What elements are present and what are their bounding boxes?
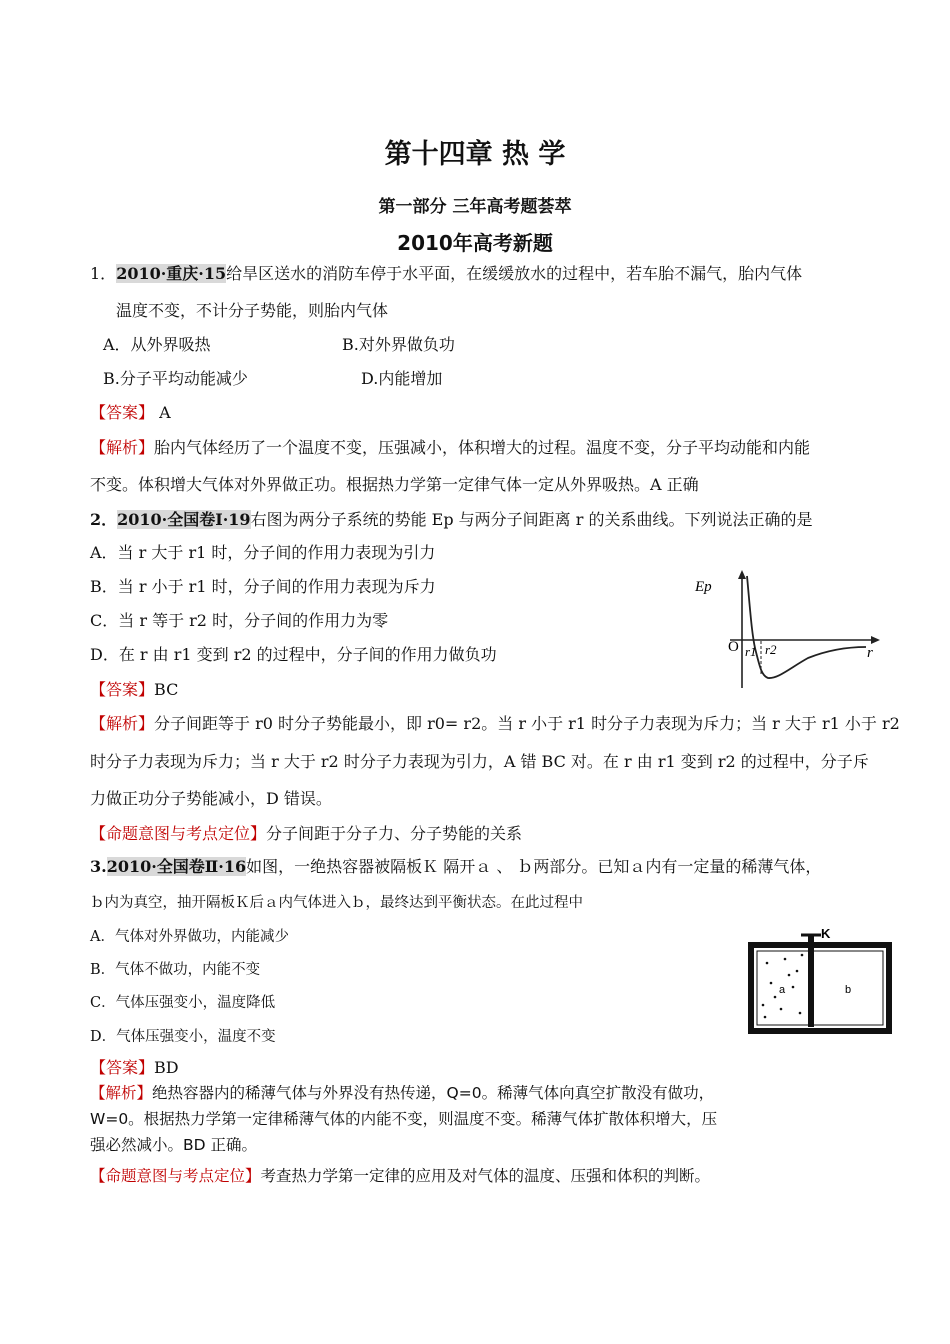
q3-analysis-line3: 强必然减小。BD 正确。 [90,1136,257,1154]
q3-option-b: B．气体不做功，内能不变 [90,962,261,978]
q2-stem-text: 右图为两分子系统的势能 Ep 与两分子间距离 r 的关系曲线。下列说法正确的是 [250,510,813,529]
q1-stem-text: 给旱区送水的消防车停于水平面，在缓缓放水的过程中，若车胎不漏气，胎内气体 [226,264,803,283]
x-axis-arrow [871,636,880,644]
chapter-title: 第十四章 热 学 [384,139,566,170]
q1-analysis-text: 胎内气体经历了一个温度不变，压强减小，体积增大的过程。温度不变，分子平均动能和内能 [154,438,811,457]
q1-option-c: B.分子平均动能减少 [103,369,248,388]
origin-label: O [728,639,739,655]
ep-label: Ep [695,579,712,595]
q2-option-c: C．当 r 等于 r2 时，分子间的作用力为零 [90,611,389,630]
q1-option-a: A．从外界吸热 [103,335,211,354]
q2-option-a: A．当 r 大于 r1 时，分子间的作用力表现为引力 [90,543,436,562]
q3-intent-text: 考查热力学第一定律的应用及对气体的温度、压强和体积的判断。 [260,1167,711,1185]
q3-source: 2010·全国卷Ⅱ·16 [106,857,247,876]
q3-stem-text: 如图，一绝热容器被隔板Ｋ 隔开ａ 、 ｂ两部分。已知ａ内有一定量的稀薄气体， [246,857,822,876]
intent-tag: 【命题意图与考点定位】 [90,824,267,843]
q3-option-d: D．气体压强变小，温度不变 [90,1029,276,1045]
q1-analysis-line2: 不变。体积增大气体对外界做正功。根据热力学第一定律气体一定从外界吸热。A 正确 [90,475,699,494]
analysis-tag: 【解析】 [90,438,155,457]
r1-label: r1 [745,644,757,659]
year-title: 2010年高考新题 [397,231,553,255]
q3-stem-line1 [90,857,821,877]
q3-answer [90,1058,179,1078]
q1-answer-value: A [159,403,171,422]
q2-analysis-line3: 力做正功分子势能减小，D 错误。 [90,789,332,808]
q2-analysis-text: 分子间距等于 r0 时分子势能最小，即 r0= r2。当 r 小于 r1 时分子力表现为斥力；当 r 大于 r1 小于 r2 [154,714,900,733]
q1-option-d: D.内能增加 [361,369,443,388]
q2-source: 2010·全国卷Ⅰ·19 [117,510,251,529]
q2-intent-text: 分子间距于分子力、分子势能的关系 [266,824,523,843]
part-title: 第一部分 三年高考题荟萃 [378,197,572,217]
answer-tag: 【答案】 [90,1058,155,1077]
q1-option-b: B.对外界做负功 [342,335,455,354]
q3-analysis-text: 绝热容器内的稀薄气体与外界没有热传递，Q=0。稀薄气体向真空扩散没有做功， [152,1084,715,1102]
q2-intent [90,824,522,844]
q1-analysis-line1 [90,438,810,458]
q3-number: 3. [90,857,107,876]
q1-stem-line2: 温度不变，不计分子势能，则胎内气体 [116,301,389,320]
analysis-tag: 【解析】 [90,714,155,733]
analysis-tag: 【解析】 [90,1084,153,1102]
potential-energy-figure [690,568,885,693]
q3-analysis-line2: W=0。根据热力学第一定律稀薄气体的内能不变，则温度不变。稀薄气体扩散体积增大，压 [90,1110,718,1128]
q2-analysis-line2: 时分子力表现为斥力；当 r 大于 r2 时分子力表现为引力，A 错 BC 对。在 r 由 r1 变到 r2 的过程中，分子斥 [90,752,869,771]
q2-answer-value: BC [154,680,179,699]
answer-tag: 【答案】 [90,403,155,422]
y-axis-arrow [738,570,746,579]
ep-curve [747,576,866,678]
q2-option-d: D．在 r 由 r1 变到 r2 的过程中，分子间的作用力做负功 [90,645,497,664]
q1-source: 2010·重庆·15 [116,264,227,283]
k-label: K [821,926,831,941]
b-label: b [845,984,852,996]
container-inner-line [757,951,883,1025]
q2-option-b: B．当 r 小于 r1 时，分子间的作用力表现为斥力 [90,577,436,596]
r-axis-label: r [867,645,873,661]
q1-stem-line1 [90,264,802,284]
q1-answer [90,403,171,423]
q3-option-c: C．气体压强变小，温度降低 [90,995,276,1011]
q2-number: 2． [90,510,118,529]
q3-analysis-line1 [90,1083,714,1103]
q2-stem [90,510,813,530]
q3-answer-value: BD [154,1058,179,1077]
q2-answer [90,680,178,700]
r2-label: r2 [765,642,777,657]
container-figure [745,925,905,1037]
container-wall [751,945,889,1031]
q2-analysis-line1 [90,714,900,734]
q3-intent [90,1166,710,1186]
answer-tag: 【答案】 [90,680,155,699]
q3-stem-line2: ｂ内为真空，抽开隔板Ｋ后ａ内气体进入ｂ，最终达到平衡状态。在此过程中 [90,895,583,911]
partition-k [808,935,814,1027]
intent-tag: 【命题意图与考点定位】 [90,1167,261,1185]
q1-number: 1． [90,264,117,283]
a-label: a [779,984,786,996]
q3-option-a: A．气体对外界做功，内能减少 [90,929,289,945]
